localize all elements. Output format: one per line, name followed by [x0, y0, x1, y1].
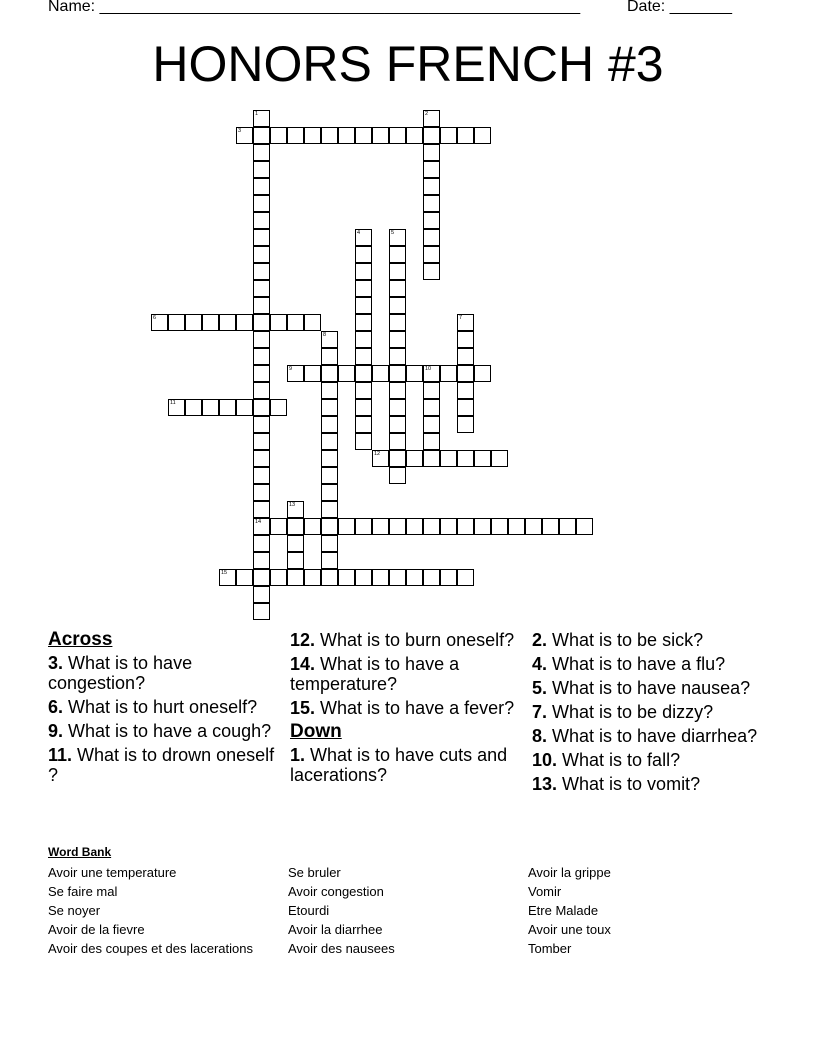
crossword-cell[interactable]	[236, 569, 253, 586]
crossword-cell[interactable]	[253, 263, 270, 280]
crossword-cell[interactable]	[338, 518, 355, 535]
cell-number: 15	[221, 570, 228, 576]
word-bank-item: Vomir	[528, 884, 562, 899]
crossword-cell[interactable]	[389, 416, 406, 433]
crossword-cell[interactable]	[474, 518, 491, 535]
crossword-cell[interactable]	[355, 382, 372, 399]
crossword-cell[interactable]	[219, 314, 236, 331]
crossword-cell[interactable]	[253, 535, 270, 552]
crossword-cell[interactable]	[474, 450, 491, 467]
crossword-cell[interactable]	[355, 518, 372, 535]
crossword-cell[interactable]	[389, 399, 406, 416]
crossword-cell[interactable]	[321, 467, 338, 484]
cell-number: 2	[425, 111, 429, 117]
crossword-cell[interactable]	[457, 569, 474, 586]
word-bank-item: Avoir congestion	[288, 884, 384, 899]
crossword-cell[interactable]	[304, 127, 321, 144]
cell-number: 9	[289, 366, 293, 372]
crossword-cell[interactable]	[321, 518, 338, 535]
crossword-cell[interactable]	[219, 569, 236, 586]
crossword-cell[interactable]	[253, 416, 270, 433]
crossword-cell[interactable]	[185, 314, 202, 331]
crossword-cell[interactable]	[355, 365, 372, 382]
crossword-cell[interactable]	[457, 348, 474, 365]
clue-down-1: 1. What is to have cuts and lacerations?	[290, 745, 508, 785]
crossword-cell[interactable]	[423, 161, 440, 178]
crossword-cell[interactable]	[321, 382, 338, 399]
cell-number: 7	[459, 315, 463, 321]
cell-number: 13	[289, 502, 296, 508]
crossword-cell[interactable]	[355, 433, 372, 450]
crossword-cell[interactable]	[253, 161, 270, 178]
crossword-cell[interactable]	[542, 518, 559, 535]
crossword-cell[interactable]	[355, 416, 372, 433]
clue-across-3: 3. What is to have congestion?	[48, 653, 193, 693]
crossword-cell[interactable]	[253, 552, 270, 569]
crossword-cell[interactable]	[372, 569, 389, 586]
crossword-cell[interactable]	[355, 314, 372, 331]
crossword-cell[interactable]	[457, 399, 474, 416]
crossword-cell[interactable]	[423, 365, 440, 382]
crossword-cell[interactable]	[372, 450, 389, 467]
cell-number: 10	[425, 366, 432, 372]
crossword-cell[interactable]	[253, 110, 270, 127]
crossword-cell[interactable]	[253, 450, 270, 467]
crossword-cell[interactable]	[253, 212, 270, 229]
word-bank-item: Se faire mal	[48, 884, 118, 899]
crossword-cell[interactable]	[321, 365, 338, 382]
crossword-cell[interactable]	[321, 450, 338, 467]
crossword-cell[interactable]	[576, 518, 593, 535]
crossword-cell[interactable]	[321, 535, 338, 552]
word-bank-column-3	[528, 863, 768, 958]
crossword-cell[interactable]	[423, 433, 440, 450]
cell-number: 8	[323, 332, 327, 338]
crossword-cell[interactable]	[423, 416, 440, 433]
word-bank-column-1	[48, 863, 288, 958]
crossword-cell[interactable]	[321, 348, 338, 365]
crossword-cell[interactable]	[440, 569, 457, 586]
word-bank-item: Etourdi	[288, 903, 330, 918]
crossword-cell[interactable]	[423, 263, 440, 280]
crossword-cell[interactable]	[389, 246, 406, 263]
crossword-cell[interactable]	[355, 331, 372, 348]
crossword-cell[interactable]	[355, 297, 372, 314]
crossword-cell[interactable]	[423, 127, 440, 144]
clues-column-1	[48, 630, 278, 789]
crossword-cell[interactable]	[389, 280, 406, 297]
crossword-cell[interactable]	[253, 195, 270, 212]
crossword-cell[interactable]	[440, 127, 457, 144]
crossword-cell[interactable]	[406, 569, 423, 586]
word-bank-item: Avoir une toux	[528, 922, 611, 937]
crossword-cell[interactable]	[423, 195, 440, 212]
crossword-cell[interactable]	[321, 127, 338, 144]
crossword-cell[interactable]	[423, 450, 440, 467]
cell-number: 1	[255, 111, 259, 117]
crossword-cell[interactable]	[355, 246, 372, 263]
crossword-cell[interactable]	[253, 314, 270, 331]
crossword-cell[interactable]	[491, 450, 508, 467]
crossword-cell[interactable]	[389, 314, 406, 331]
crossword-cell[interactable]	[287, 552, 304, 569]
cell-number: 4	[357, 230, 361, 236]
crossword-cell[interactable]	[423, 569, 440, 586]
crossword-cell[interactable]	[372, 127, 389, 144]
crossword-cell[interactable]	[406, 518, 423, 535]
crossword-cell[interactable]	[389, 382, 406, 399]
clue-down-5: 5. What is to have nausea?	[532, 678, 751, 698]
crossword-cell[interactable]	[474, 365, 491, 382]
crossword-cell[interactable]	[406, 450, 423, 467]
crossword-cell[interactable]	[355, 127, 372, 144]
crossword-cell[interactable]	[253, 178, 270, 195]
crossword-cell[interactable]	[151, 314, 168, 331]
crossword-cell[interactable]	[559, 518, 576, 535]
clue-down-7: 7. What is to be dizzy?	[532, 702, 714, 722]
clue-down-10: 10. What is to fall?	[532, 750, 681, 770]
word-bank-item: Etre Malade	[528, 903, 599, 918]
crossword-cell[interactable]	[202, 399, 219, 416]
cell-number: 14	[255, 519, 262, 525]
crossword-cell[interactable]	[457, 314, 474, 331]
crossword-cell[interactable]	[253, 484, 270, 501]
clues-column-3	[532, 630, 762, 798]
crossword-cell[interactable]	[338, 569, 355, 586]
crossword-cell[interactable]	[304, 365, 321, 382]
crossword-cell[interactable]	[440, 365, 457, 382]
word-bank-item: Avoir la grippe	[528, 865, 611, 880]
crossword-cell[interactable]	[185, 399, 202, 416]
crossword-cell[interactable]	[253, 382, 270, 399]
crossword-cell[interactable]	[321, 569, 338, 586]
crossword-cell[interactable]	[355, 569, 372, 586]
crossword-cell[interactable]	[423, 178, 440, 195]
clue-down-4: 4. What is to have a flu?	[532, 654, 726, 674]
crossword-cell[interactable]	[457, 365, 474, 382]
crossword-cell[interactable]	[321, 552, 338, 569]
crossword-cell[interactable]	[270, 518, 287, 535]
crossword-cell[interactable]	[389, 229, 406, 246]
crossword-cell[interactable]	[270, 314, 287, 331]
cell-number: 6	[153, 315, 157, 321]
clue-across-15: 15. What is to have a fever?	[290, 698, 515, 718]
crossword-cell[interactable]	[253, 433, 270, 450]
crossword-cell[interactable]	[253, 365, 270, 382]
crossword-cell[interactable]	[457, 382, 474, 399]
crossword-cell[interactable]	[287, 535, 304, 552]
crossword-cell[interactable]	[406, 365, 423, 382]
crossword-cell[interactable]	[304, 518, 321, 535]
crossword-cell[interactable]	[253, 246, 270, 263]
crossword-cell[interactable]	[253, 569, 270, 586]
cell-number: 11	[170, 400, 176, 406]
word-bank-item: Se bruler	[288, 865, 341, 880]
word-bank-item: Se noyer	[48, 903, 101, 918]
word-bank-column-2	[288, 863, 528, 958]
crossword-cell[interactable]	[389, 467, 406, 484]
crossword-cell[interactable]	[440, 450, 457, 467]
crossword-cell[interactable]	[236, 127, 253, 144]
crossword-cell[interactable]	[355, 399, 372, 416]
crossword-cell[interactable]	[253, 297, 270, 314]
word-bank-item: Avoir de la fievre	[48, 922, 145, 937]
crossword-cell[interactable]	[389, 127, 406, 144]
clue-down-2: 2. What is to be sick?	[532, 630, 704, 650]
clue-across-6: 6. What is to hurt oneself?	[48, 697, 258, 717]
crossword-cell[interactable]	[423, 144, 440, 161]
across-heading: Across	[48, 629, 113, 650]
crossword-cell[interactable]	[270, 569, 287, 586]
clue-across-14: 14. What is to have a temperature?	[290, 654, 460, 694]
crossword-cell[interactable]	[355, 263, 372, 280]
clues-column-2	[290, 630, 520, 789]
crossword-cell[interactable]	[389, 331, 406, 348]
crossword-cell[interactable]	[389, 450, 406, 467]
crossword-cell[interactable]	[389, 518, 406, 535]
crossword-cell[interactable]	[253, 144, 270, 161]
crossword-cell[interactable]	[457, 331, 474, 348]
crossword-cell[interactable]	[355, 348, 372, 365]
crossword-cell[interactable]	[389, 263, 406, 280]
down-heading: Down	[290, 721, 342, 742]
crossword-cell[interactable]	[253, 518, 270, 535]
crossword-cell[interactable]	[253, 331, 270, 348]
crossword-cell[interactable]	[423, 110, 440, 127]
crossword-cell[interactable]	[304, 569, 321, 586]
crossword-cell[interactable]	[423, 399, 440, 416]
crossword-cell[interactable]	[253, 586, 270, 603]
crossword-cell[interactable]	[253, 603, 270, 620]
crossword-cell[interactable]	[389, 297, 406, 314]
crossword-cell[interactable]	[321, 331, 338, 348]
crossword-cell[interactable]	[270, 127, 287, 144]
cell-number: 5	[391, 230, 395, 236]
crossword-cell[interactable]	[423, 212, 440, 229]
crossword-cell[interactable]	[457, 127, 474, 144]
crossword-cell[interactable]	[287, 314, 304, 331]
crossword-cell[interactable]	[423, 518, 440, 535]
crossword-cell[interactable]	[270, 399, 287, 416]
crossword-cell[interactable]	[457, 416, 474, 433]
crossword-cell[interactable]	[372, 518, 389, 535]
crossword-cell[interactable]	[219, 399, 236, 416]
name-field[interactable]: Name: ______________________________________________________	[48, 0, 581, 15]
crossword-cell[interactable]	[355, 280, 372, 297]
clue-across-11: 11. What is to drown oneself ?	[48, 745, 275, 785]
crossword-cell[interactable]	[168, 399, 185, 416]
word-bank-item: Tomber	[528, 941, 572, 956]
word-bank-item: Avoir des nausees	[288, 941, 395, 956]
word-bank-item: Avoir des coupes et des lacerations	[48, 941, 253, 956]
crossword-cell[interactable]	[474, 127, 491, 144]
crossword-cell[interactable]	[287, 127, 304, 144]
crossword-cell[interactable]	[338, 365, 355, 382]
crossword-cell[interactable]	[338, 127, 355, 144]
crossword-cell[interactable]	[253, 127, 270, 144]
crossword-cell[interactable]	[287, 365, 304, 382]
crossword-cell[interactable]	[423, 382, 440, 399]
crossword-cell[interactable]	[423, 229, 440, 246]
crossword-cell[interactable]	[355, 229, 372, 246]
crossword-cell[interactable]	[389, 348, 406, 365]
page-title: HONORS FRENCH #3	[152, 36, 664, 92]
clue-down-13: 13. What is to vomit?	[532, 774, 701, 794]
crossword-cell[interactable]	[372, 365, 389, 382]
crossword-cell[interactable]	[253, 229, 270, 246]
crossword-cell[interactable]	[304, 314, 321, 331]
crossword-cell[interactable]	[253, 399, 270, 416]
crossword-cell[interactable]	[287, 501, 304, 518]
crossword-cell[interactable]	[236, 399, 253, 416]
crossword-cell[interactable]	[406, 127, 423, 144]
crossword-cell[interactable]	[525, 518, 542, 535]
crossword-cell[interactable]	[287, 569, 304, 586]
crossword-cell[interactable]	[236, 314, 253, 331]
clue-down-8: 8. What is to have diarrhea?	[532, 726, 758, 746]
crossword-cell[interactable]	[287, 518, 304, 535]
word-bank	[48, 845, 611, 956]
crossword-cell[interactable]	[253, 348, 270, 365]
date-field[interactable]: Date: _______	[627, 0, 732, 15]
crossword-cell[interactable]	[508, 518, 525, 535]
word-bank-item: Avoir une temperature	[48, 865, 177, 880]
crossword-cell[interactable]	[253, 467, 270, 484]
word-bank-heading: Word Bank	[48, 845, 112, 859]
crossword-cell[interactable]	[389, 569, 406, 586]
crossword-cell[interactable]	[202, 314, 219, 331]
crossword-cell[interactable]	[321, 501, 338, 518]
clue-across-12: 12. What is to burn oneself?	[290, 630, 515, 650]
crossword-cell[interactable]	[321, 433, 338, 450]
crossword-cell[interactable]	[457, 518, 474, 535]
crossword-cell[interactable]	[253, 501, 270, 518]
clue-across-9: 9. What is to have a cough?	[48, 721, 272, 741]
crossword-cell[interactable]	[423, 246, 440, 263]
crossword-cell[interactable]	[389, 365, 406, 382]
crossword-cell[interactable]	[321, 416, 338, 433]
crossword-cell[interactable]	[457, 450, 474, 467]
crossword-cell[interactable]	[389, 433, 406, 450]
crossword-cell[interactable]	[321, 399, 338, 416]
crossword-cell[interactable]	[321, 484, 338, 501]
crossword-cell[interactable]	[253, 280, 270, 297]
crossword-cell[interactable]	[440, 518, 457, 535]
cell-number: 12	[374, 451, 381, 457]
word-bank-item: Avoir la diarrhee	[288, 922, 383, 937]
crossword-cell[interactable]	[491, 518, 508, 535]
cell-number: 3	[238, 128, 242, 134]
crossword-cell[interactable]	[168, 314, 185, 331]
